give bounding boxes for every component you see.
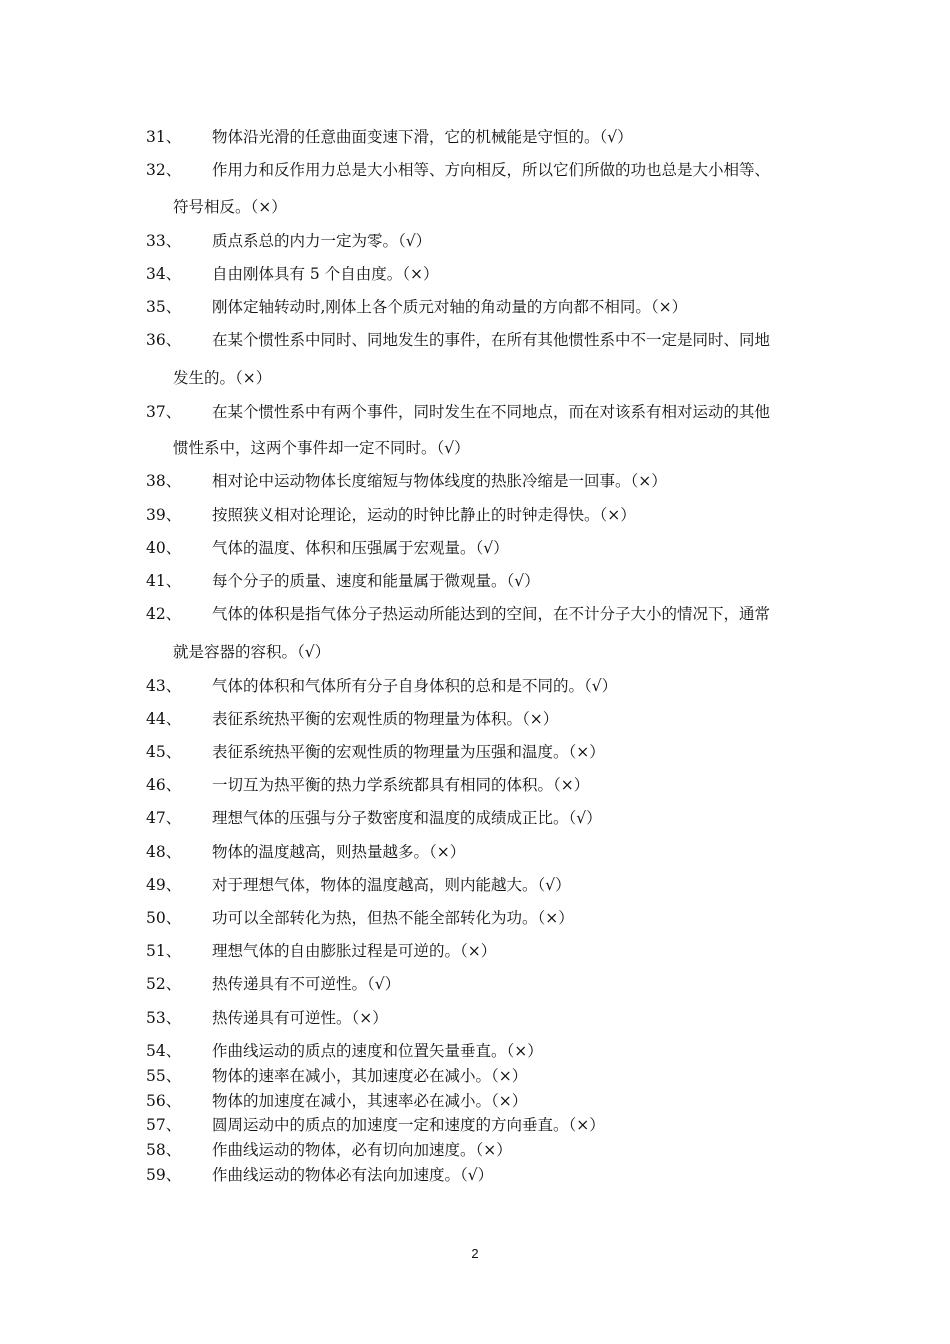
question-40: 40、 气体的温度、体积和压强属于宏观量。（√） — [146, 539, 509, 557]
question-44: 44、 表征系统热平衡的宏观性质的物理量为体积。（×） — [146, 710, 559, 728]
question-42-continuation: 就是容器的容积。（√） — [173, 643, 331, 661]
question-50: 50、 功可以全部转化为热，但热不能全部转化为功。（×） — [146, 909, 574, 927]
question-37-continuation: 惯性系中，这两个事件却一定不同时。（√） — [173, 439, 470, 457]
question-39: 39、 按照狭义相对论理论，运动的时钟比静止的时钟走得快。（×） — [146, 506, 636, 524]
question-55: 55、 物体的速率在减小，其加速度必在减小。（×） — [146, 1067, 528, 1085]
question-51: 51、 理想气体的自由膨胀过程是可逆的。（×） — [146, 942, 497, 960]
question-47: 47、 理想气体的压强与分子数密度和温度的成绩成正比。（√） — [146, 809, 602, 827]
question-32: 32、 作用力和反作用力总是大小相等、方向相反，所以它们所做的功也总是大小相等、 — [146, 161, 771, 179]
question-57: 57、 圆周运动中的质点的加速度一定和速度的方向垂直。（×） — [146, 1116, 605, 1134]
question-34: 34、 自由刚体具有 5 个自由度。（×） — [146, 265, 439, 283]
question-41: 41、 每个分子的质量、速度和能量属于微观量。（√） — [146, 572, 540, 590]
question-48: 48、 物体的温度越高，则热量越多。（×） — [146, 843, 466, 861]
question-42: 42、 气体的体积是指气体分子热运动所能达到的空间，在不计分子大小的情况下，通常 — [146, 605, 771, 623]
question-52: 52、 热传递具有不可逆性。（√） — [146, 975, 401, 993]
question-58: 58、 作曲线运动的物体，必有切向加速度。（×） — [146, 1141, 512, 1159]
question-43: 43、 气体的体积和气体所有分子自身体积的总和是不同的。（√） — [146, 677, 618, 695]
question-37: 37、 在某个惯性系中有两个事件，同时发生在不同地点，而在对该系有相对运动的其他 — [146, 403, 771, 421]
question-31: 31、 物体沿光滑的任意曲面变速下滑，它的机械能是守恒的。（√） — [146, 128, 633, 146]
question-56: 56、 物体的加速度在减小，其速率必在减小。（×） — [146, 1092, 528, 1110]
question-54: 54、 作曲线运动的质点的速度和位置矢量垂直。（×） — [146, 1042, 543, 1060]
question-45: 45、 表征系统热平衡的宏观性质的物理量为压强和温度。（×） — [146, 743, 605, 761]
question-53: 53、 热传递具有可逆性。（×） — [146, 1009, 388, 1027]
question-49: 49、 对于理想气体，物体的温度越高，则内能越大。（√） — [146, 876, 571, 894]
question-35: 35、 刚体定轴转动时,刚体上各个质元对轴的角动量的方向都不相同。（×） — [146, 298, 688, 316]
question-59: 59、 作曲线运动的物体必有法向加速度。（√） — [146, 1166, 494, 1184]
question-46: 46、 一切互为热平衡的热力学系统都具有相同的体积。（×） — [146, 776, 590, 794]
question-36: 36、 在某个惯性系中同时、同地发生的事件，在所有其他惯性系中不一定是同时、同地 — [146, 331, 771, 349]
question-36-continuation: 发生的。（×） — [173, 369, 272, 387]
question-33: 33、 质点系总的内力一定为零。（√） — [146, 232, 432, 250]
question-38: 38、 相对论中运动物体长度缩短与物体线度的热胀冷缩是一回事。（×） — [146, 472, 667, 490]
page-number: 2 — [471, 1246, 479, 1261]
question-32-continuation: 符号相反。（×） — [173, 198, 287, 216]
